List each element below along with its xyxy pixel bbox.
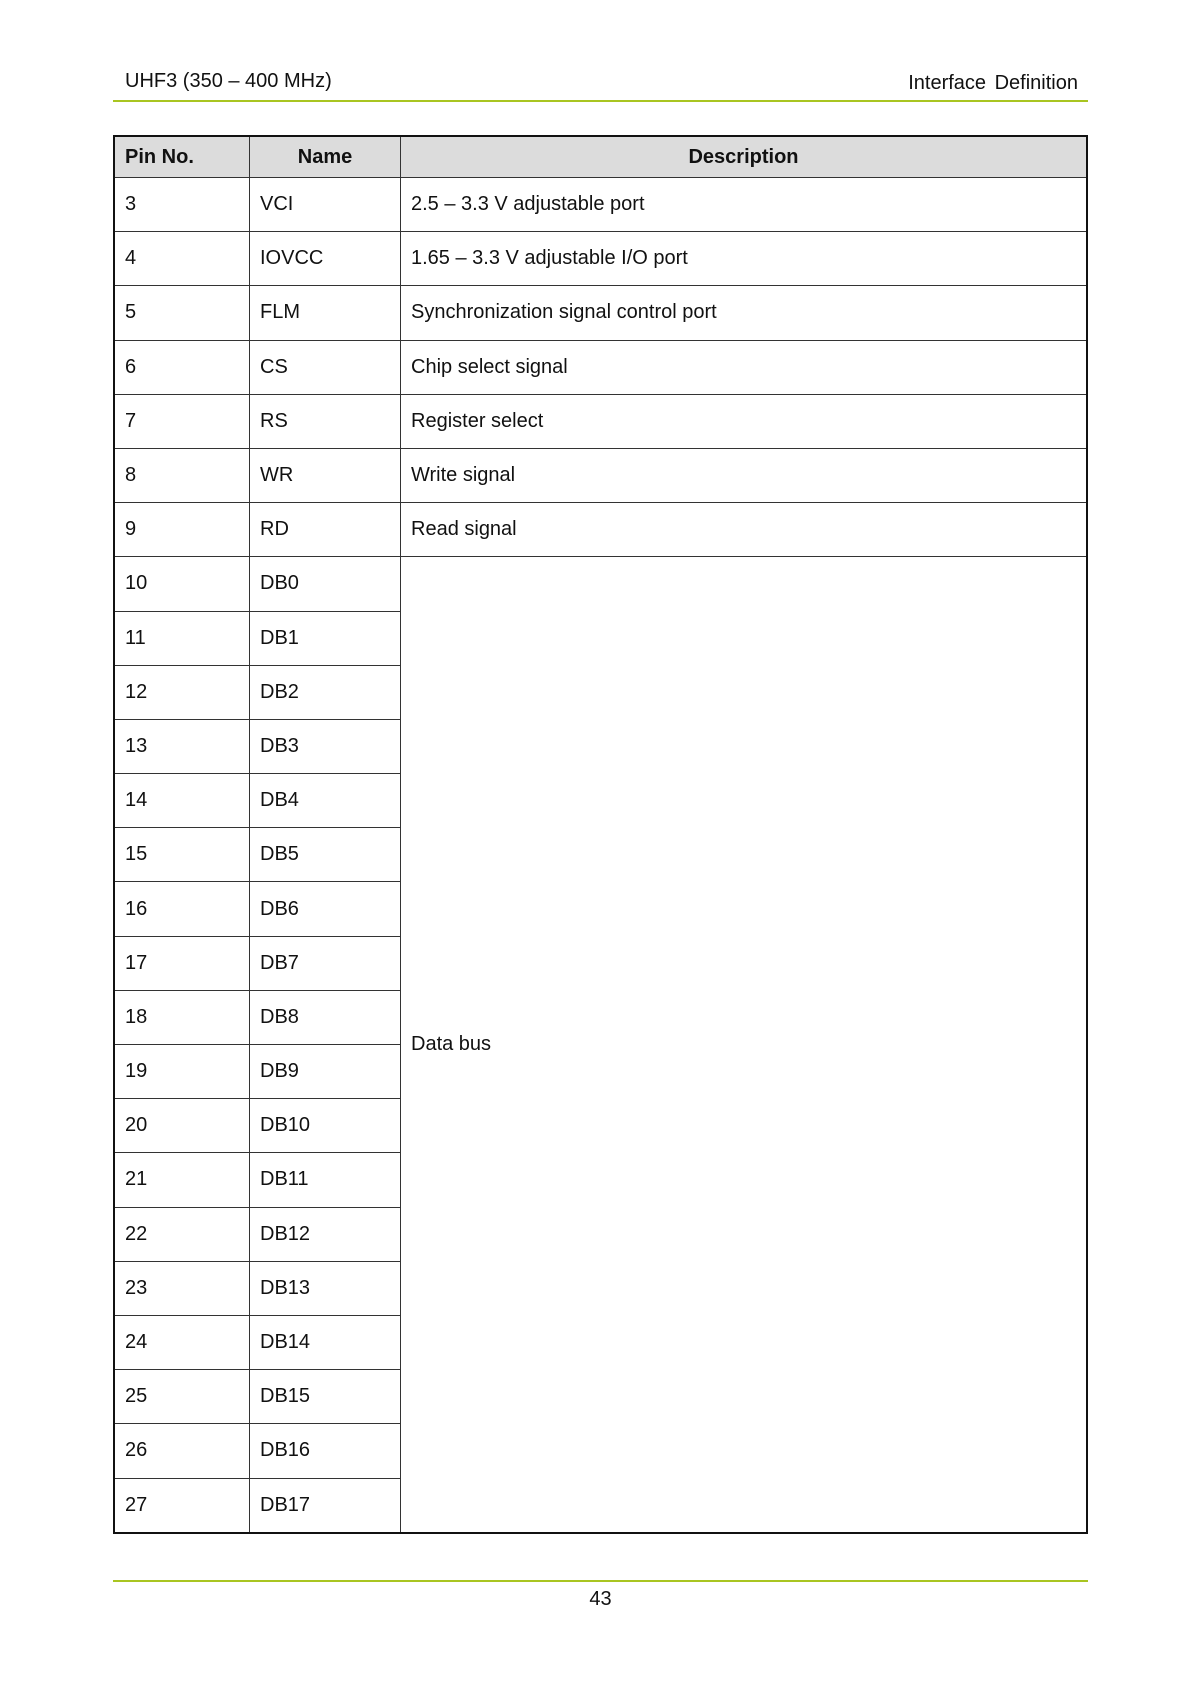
pin-cell: 23 [114, 1261, 250, 1315]
name-cell: DB14 [250, 1315, 401, 1369]
header-name: Name [250, 136, 401, 178]
table-row [114, 394, 1087, 448]
pin-cell: 5 [114, 286, 250, 340]
pin-cell: 26 [114, 1424, 250, 1478]
name-cell: DB4 [250, 774, 401, 828]
name-cell: FLM [250, 286, 401, 340]
description-cell: Synchronization signal control port [401, 286, 1088, 340]
pin-cell: 14 [114, 774, 250, 828]
pin-cell: 3 [114, 178, 250, 232]
name-cell: RD [250, 503, 401, 557]
name-cell: RS [250, 394, 401, 448]
table-row [114, 448, 1087, 502]
pin-cell: 24 [114, 1315, 250, 1369]
pin-cell: 9 [114, 503, 250, 557]
name-cell: DB6 [250, 882, 401, 936]
name-cell: WR [250, 448, 401, 502]
pin-cell: 6 [114, 340, 250, 394]
description-cell: Register select [401, 394, 1088, 448]
pin-cell: 10 [114, 557, 250, 611]
table-header-row [114, 136, 1087, 178]
pin-cell: 12 [114, 665, 250, 719]
pin-cell: 7 [114, 394, 250, 448]
page-footer [113, 1580, 1088, 1610]
name-cell: DB0 [250, 557, 401, 611]
name-cell: DB11 [250, 1153, 401, 1207]
pin-definition-table [113, 135, 1088, 1534]
description-cell: 2.5 – 3.3 V adjustable port [401, 178, 1088, 232]
pin-cell: 11 [114, 611, 250, 665]
pin-cell: 15 [114, 828, 250, 882]
header-pin-no: Pin No. [114, 136, 250, 178]
pin-cell: 16 [114, 882, 250, 936]
description-cell: Write signal [401, 448, 1088, 502]
table-row [114, 286, 1087, 340]
pin-cell: 22 [114, 1207, 250, 1261]
name-cell: DB15 [250, 1370, 401, 1424]
page-number: 43 [589, 1588, 612, 1610]
pin-cell: 20 [114, 1099, 250, 1153]
name-cell: DB16 [250, 1424, 401, 1478]
table-row [114, 178, 1087, 232]
name-cell: CS [250, 340, 401, 394]
pin-cell: 8 [114, 448, 250, 502]
pin-cell: 27 [114, 1478, 250, 1533]
name-cell: DB10 [250, 1099, 401, 1153]
pin-cell: 18 [114, 990, 250, 1044]
data-bus-description-cell: Data bus [401, 557, 1088, 1533]
name-cell: DB1 [250, 611, 401, 665]
document-title: UHF3 (350 – 400 MHz) [125, 70, 332, 92]
description-cell: Read signal [401, 503, 1088, 557]
pin-cell: 19 [114, 1045, 250, 1099]
name-cell: DB2 [250, 665, 401, 719]
name-cell: DB5 [250, 828, 401, 882]
description-cell: Chip select signal [401, 340, 1088, 394]
table-row [114, 557, 1087, 611]
section-title: Interface Definition [908, 72, 1078, 94]
pin-cell: 25 [114, 1370, 250, 1424]
table-row [114, 503, 1087, 557]
name-cell: DB13 [250, 1261, 401, 1315]
name-cell: DB17 [250, 1478, 401, 1533]
pin-cell: 13 [114, 719, 250, 773]
table-row [114, 232, 1087, 286]
name-cell: DB12 [250, 1207, 401, 1261]
description-cell: 1.65 – 3.3 V adjustable I/O port [401, 232, 1088, 286]
name-cell: IOVCC [250, 232, 401, 286]
name-cell: VCI [250, 178, 401, 232]
name-cell: DB7 [250, 936, 401, 990]
name-cell: DB8 [250, 990, 401, 1044]
pin-cell: 17 [114, 936, 250, 990]
pin-cell: 4 [114, 232, 250, 286]
name-cell: DB9 [250, 1045, 401, 1099]
table-row [114, 340, 1087, 394]
page-header [113, 62, 1088, 102]
pin-cell: 21 [114, 1153, 250, 1207]
name-cell: DB3 [250, 719, 401, 773]
header-description: Description [401, 136, 1088, 178]
